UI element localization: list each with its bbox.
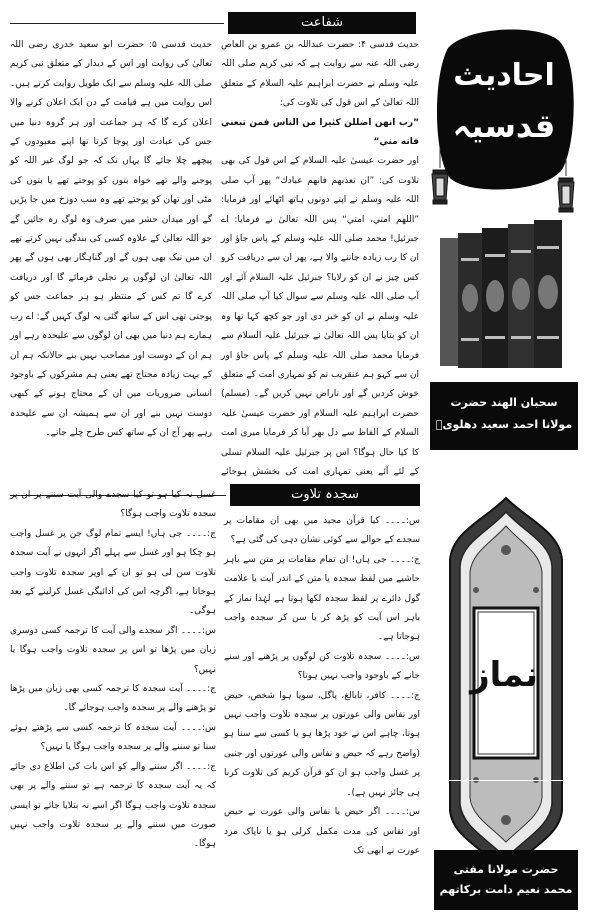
ahadith-credit-line1: سحبان الهند حضرت bbox=[450, 396, 558, 409]
sajda-col1-q1: س:۔۔۔۔ کیا قرآن مجید میں بھی ان مقامات پر سجدے کے حوالے سے کوئی نشان دہی کی گئی ہے؟ bbox=[224, 516, 420, 546]
ahadith-credit-line2: مولانا احمد سعید دهلویؒ bbox=[435, 418, 573, 431]
shafaat-column-1 bbox=[221, 36, 419, 477]
shafaat-header-rule bbox=[10, 23, 224, 24]
namaz-credit-line2: محمد نعیم دامت برکاتهم bbox=[439, 883, 573, 896]
namaz-credit-box bbox=[434, 850, 578, 910]
shafaat-section-header: شفاعت bbox=[228, 12, 416, 34]
shafaat-col1-para-1: حدیث قدسی ۴: حضرت عبداللہ بن عمرو بن العاص رضی اللہ عنہ سے روایت ہے کہ نبی کریم صلی اللہ علیہ وسلم نے حضرت ابراہیم علیہ السلام کے متعلق اللہ تعالیٰ کے اس قول کی تلاوت کی: bbox=[221, 40, 419, 109]
sajda-col2-q4: س:۔۔۔۔ اگر سجدے والی آیت کا ترجمہ کسی دوسری زبان میں پڑھا تو اس پر سجدہ تلاوت واجب ہوگا یا نہیں؟ bbox=[10, 625, 216, 675]
ahadith-title-line2: قدسیہ bbox=[452, 107, 556, 145]
sajda-col1-q2: س:۔۔۔۔ سجدہ تلاوت کن لوگوں پر پڑھنے اور سنے جانے کے باوجود واجب نہیں ہوتا؟ bbox=[224, 651, 420, 682]
sajda-col1-a1: ج:۔۔۔۔ جی ہاں! ان تمام مقامات پر متن سے باہر حاشیے میں لفظ سجدہ یا متن کے اندر آیت یا علامت گول دائرے پر لفظ سجدہ لکھا ہوتا ہے لہٰذا نماز کے باہر اس آیت کو پڑھ کر یا سن کر سجدہ واجب ہوجاتا ہے۔ bbox=[224, 554, 420, 643]
namaz-panel bbox=[430, 480, 582, 912]
shafaat-col1-arabic-verse: ”رب انهن اضللن كثيرا من الناس فمن تبعني فانه مني“ bbox=[221, 117, 419, 148]
sajda-column-2 bbox=[10, 486, 216, 914]
shafaat-col1-para-2: اور حضرت عیسیٰ علیہ السلام کے اس قول کی بھی تلاوت کی: ”ان تعذبهم فانهم عبادك“ پھر آپ صلی اللہ علیہ وسلم نے اپنے دونوں ہاتھ اٹھائے اور فرمایا: ”اللهم امتي، امتي“ پس اللہ تعالیٰ نے فرمایا: اے جبرئیل! محمد صلی اللہ علیہ وسلم کے پاس جاؤ اور ان کا رب زیادہ جاننے والا ہے، پھر ان سے دریافت کرو کس چیز نے ان کو رلایا؟ جبرئیل علیہ السلام آئے اور آپ صلی اللہ علیہ وسلم سے سوال کیا آپ صلی اللہ علیہ وسلم نے ان کو خبر دی اور جو کچھ کہا تھا وہ ان کو بتایا پس اللہ تعالیٰ نے جبرئیل علیہ السلام سے فرمایا محمد صلی اللہ علیہ وسلم کے پاس جاؤ اور ان سے کہو ہم عنقریب تم کو تمہاری امت کے متعلق خوش کردیں گے اور ناراض نہیں کریں گے۔ (مسلم) حضرت ابراہیم علیہ السلام اور حضرت عیسیٰ علیہ السلام کے الفاظ سے دل بھر آیا کر فرمایا میری امت کا کیا حال ہوگا؟ اس پر جبرئیل علیہ السلام تسلی کے لئے آئے یعنی تمہاری امت کی بخشش ہوجائے bbox=[221, 156, 419, 477]
ahadith-qudsiya-panel bbox=[428, 18, 580, 458]
ahadith-title-line1: احادیث bbox=[453, 58, 555, 93]
namaz-title: نماز bbox=[470, 655, 538, 695]
sajda-column-1 bbox=[224, 512, 420, 914]
sajda-col2-q5: س:۔۔۔۔ آیت سجدہ کا ترجمہ کسی سے پڑھتے ہوئے سنا تو سننے والے پر سجدہ واجب ہوگا یا نہیں؟ bbox=[10, 722, 216, 753]
shafaat-col2-para-1: حدیث قدسی ۵: حضرت ابو سعید خدری رضی اللہ تعالیٰ کی روایت اور اس کے دیدار کے متعلق نبی کریم صلی اللہ علیہ وسلم سے ایک طویل روایت کرتے ہیں۔ اس روایت میں ہے قیامت کے دن ایک اعلان کرنے والا اعلان کرے گا کہ ہر جماعت اور ہر گروہ دنیا میں جس کی عبادت اور پوجا کرتا تھا اپنے معبودوں کے پیچھے چلا جائے گا یہاں تک کہ جو لوگ غیر اللہ کو پوجنے والے تھے خواہ بتوں کو پوجتے تھے یا بتوں کی مٹی اور تھان کو پوجتے تھے وہ سب دوزخ میں جا پڑیں گے اور میدان حشر میں صرف وہ لوگ رہ جائیں گے جو اللہ تعالیٰ کے علاوہ کسی کی بندگی نہیں کرتے تھے ان میں نیک بھی ہوں گے اور گناہگار بھی ہوں گے پھر اللہ تعالیٰ ان لوگوں پر تجلی فرمائے گا اور دریافت کرے گا تم کس کے منتظر ہو ہر جماعت جس کو پوجتی تھی اس کے ساتھ گئی یہ لوگ کہیں گے: اے رب ہمارے ہم دنیا میں بھی ان لوگوں سے علیحدہ رہے اور ہم ان کے دوست اور مصاحب نہیں بنے حالانکہ ہم ان کے بہت زیادہ محتاج تھے یعنی ہم مشرکوں کے باوجود انسانی ضروریات میں ان کے محتاج ہونے کے کبھی دوست نہیں بنے اور ان سے ہمیشہ ان سے علیحدہ رہے پھر آج ان کے ساتھ کس طرح چلے جاتے۔ bbox=[10, 40, 213, 439]
sajda-col1-q3: س:۔۔۔۔ اگر حیض یا نفاس والی عورت نے حیض اور نفاس کی مدت مکمل کرلی ہو یا ناپاک مرد عورت نے ابھی تک bbox=[224, 807, 420, 856]
sajda-col2-a3: ج:۔۔۔۔ جی ہاں! ایسے تمام لوگ جن پر غسل واجب ہو چکا ہو اور غسل سے پہلے اگر انہوں نے آیت سجدہ تلاوت سن لی ہو تو ان کے اوپر سجدہ تلاوت واجب ہوجاتا ہے، اگرچہ اس کی ادائیگی غسل کرلینے کے بعد ہوگی۔ bbox=[10, 528, 216, 617]
shafaat-column-2 bbox=[10, 36, 212, 472]
sajda-col2-a4: ج:۔۔۔۔ آیت سجدہ کا ترجمہ کسی بھی زبان میں پڑھا تو پڑھنے والے پر سجدہ واجب ہوجائے گا۔ bbox=[10, 684, 216, 714]
sajda-col1-a2: ج:۔۔۔۔ کافر، نابالغ، پاگل، سویا ہوا شخص، حیض اور نفاس والی عورتوں پر سجدہ تلاوت واجب نہیں ہوتا، چاہے اس نے خود پڑھا ہو یا کسی سے سنا ہو (واضح رہے کہ حیض و نفاس والی عورتوں اور جنبی پر غسل واجب ہو ان کو قرآن کریم کی تلاوت کرنا ہی جائز نہیں ہے)۔ bbox=[224, 690, 420, 798]
sajda-col2-q3-cont: غسل نہ کیا ہو تو کیا سجدے والی آیت سننے پر ان پر سجدہ تلاوت واجب ہوگا؟ bbox=[10, 490, 216, 520]
sajda-tilawat-section-header: سجدہ تلاوت bbox=[230, 484, 420, 506]
ahadith-credit-box bbox=[430, 382, 578, 450]
sajda-col2-a5: ج:۔۔۔۔ اگر سننے والے کو اس بات کی اطلاع دی جائے کہ یہ آیت سجدہ کا ترجمہ ہے تو سننے والے پر بھی سجدہ تلاوت واجب ہوگا اگر اسے نہ بتلایا جائے تو ایسی صورت میں سننے والے پر سجدہ تلاوت واجب نہیں ہوگا۔ bbox=[10, 761, 216, 850]
namaz-credit-line1: حضرت مولانا مفتی bbox=[453, 863, 559, 876]
